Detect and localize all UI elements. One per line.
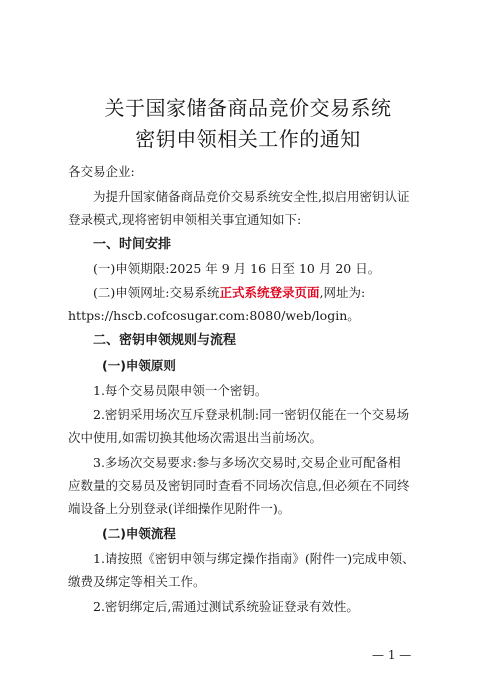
rule2-line1: 2.密钥采用场次互斥登录机制:同一密钥仅能在一个交易场: [93, 407, 410, 422]
rule3-line3: 端设备上分别登录(详细操作见附件一)。: [68, 501, 291, 516]
section1-item1: (一)申领期限:2025 年 9 月 16 日至 10 月 20 日。: [93, 261, 381, 276]
intro-line2: 登录模式,现将密钥申领相关事宜通知如下:: [68, 212, 302, 227]
doc-title-line1: 关于国家储备商品竞价交易系统: [104, 96, 392, 120]
section2-sub1: (一)申领原则: [102, 358, 176, 373]
flow1-line1: 1.请按照《密钥申领与绑定操作指南》(附件一)完成申领、: [93, 551, 415, 566]
doc-title-line2: 密钥申领相关工作的通知: [135, 127, 361, 151]
rule3-line1: 3.多场次交易要求:参与多场次交易时,交易企业可配备相: [93, 455, 401, 470]
login-page-highlight: 正式系统登录页面: [219, 285, 320, 300]
rule1: 1.每个交易员限申领一个密钥。: [93, 383, 268, 398]
section1-item2-suffix: ,网址为:: [319, 285, 366, 300]
section2-heading: 二、密钥申领规则与流程: [93, 333, 237, 348]
salutation: 各交易企业:: [68, 164, 135, 179]
flow1-line2: 缴费及绑定等相关工作。: [68, 574, 206, 589]
rule2-line2: 次中使用,如需切换其他场次需退出当前场次。: [68, 430, 322, 445]
section2-sub2: (二)申领流程: [102, 526, 176, 541]
flow2: 2.密钥绑定后,需通过测试系统验证登录有效性。: [93, 599, 359, 614]
section1-heading: 一、时间安排: [93, 237, 172, 252]
section1-item2-prefix: (二)申领网址:交易系统: [93, 285, 220, 300]
intro-line1: 为提升国家储备商品竞价交易系统安全性,拟启用密钥认证: [93, 189, 410, 204]
rule3-line2: 应数量的交易员及密钥同时查看不同场次信息,但必须在不同终: [68, 478, 410, 493]
login-url: https://hscb.cofcosugar.com:8080/web/login。: [68, 308, 360, 323]
section1-item2: [93, 285, 365, 301]
page-number: — 1 —: [372, 648, 412, 662]
